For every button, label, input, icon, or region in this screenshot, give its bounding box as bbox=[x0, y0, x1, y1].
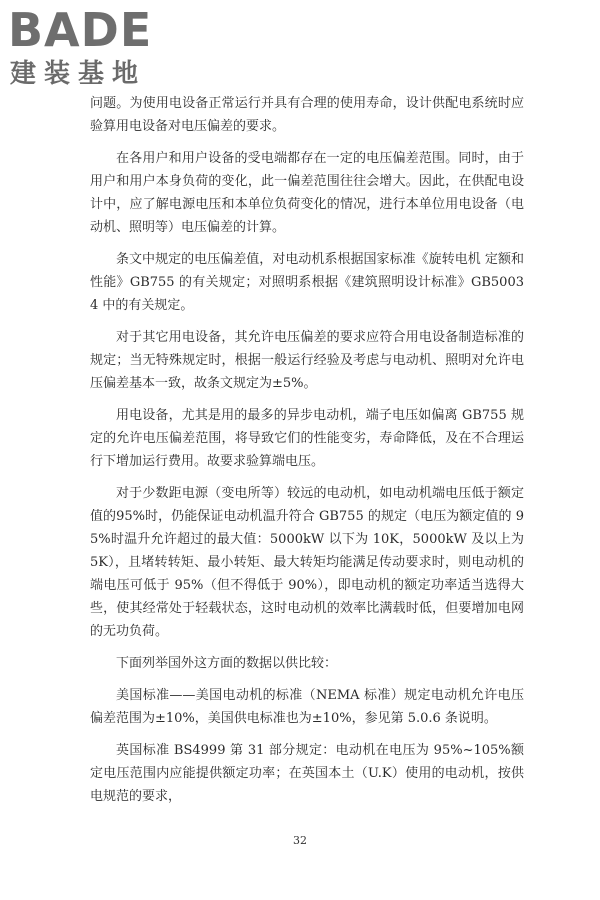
paragraph-9: 英国标准 BS4999 第 31 部分规定：电动机在电压为 95%~105%额定电压范围内应能提供额定功率；在英国本土（U.K）使用的电动机，按供电规范的要求， bbox=[90, 743, 524, 804]
paragraph-1: 问题。为使用电设备正常运行并具有合理的使用寿命，设计供配电系统时应验算用电设备对电压偏差的要求。 bbox=[90, 96, 524, 134]
paragraph-2: 在各用户和用户设备的受电端都存在一定的电压偏差范围。同时，由于用户和用户本身负荷的变化，此一偏差范围往往会增大。因此，在供配电设计中，应了解电源电压和本单位负荷变化的情况，进行本单位用电设备（电动机、照明等）电压偏差的计算。 bbox=[90, 151, 524, 235]
paragraph-7: 下面列举国外这方面的数据以供比较： bbox=[116, 656, 338, 671]
logo-subtitle: 建装基地 bbox=[10, 59, 147, 89]
paragraph-8: 美国标准——美国电动机的标准（NEMA 标准）规定电动机允许电压偏差范围为±10%，美国供电标准也为±10%，参见第 5.0.6 条说明。 bbox=[90, 688, 524, 726]
brand-logo bbox=[8, 4, 178, 96]
page-number: 32 bbox=[293, 834, 307, 847]
logo-wordmark: BADE bbox=[8, 3, 153, 57]
paragraph-5: 用电设备，尤其是用的最多的异步电动机，端子电压如偏离 GB755 规定的允许电压偏差范围，将导致它们的性能变劣，寿命降低，及在不合理运行下增加运行费用。故要求验算端电压。 bbox=[90, 408, 524, 469]
paragraph-4: 对于其它用电设备，其允许电压偏差的要求应符合用电设备制造标准的规定；当无特殊规定时，根据一般运行经验及考虑与电动机、照明对允许电压偏差基本一致，故条文规定为±5%。 bbox=[90, 330, 524, 391]
document-body bbox=[90, 92, 524, 817]
paragraph-3: 条文中规定的电压偏差值，对电动机系根据国家标准《旋转电机 定额和性能》GB755 的有关规定；对照明系根据《建筑照明设计标准》GB50034 中的有关规定。 bbox=[90, 252, 524, 313]
paragraph-6: 对于少数距电源（变电所等）较远的电动机，如电动机端电压低于额定值的95%时，仍能保证电动机温升符合 GB755 的规定（电压为额定值的 95%时温升允许超过的最大值：5000kW 以下为 10K，5000kW 及以上为 5K），且堵转转矩、最小转矩、最大转矩均能满足传动要求时，则电动机的端电压可低于 95%（但不得低于 90%），即电动机的额定功率适当选得大些，使其经常处于轻载状态，这时电动机的效率比满载时低，但要增加电网的无功负荷。 bbox=[90, 486, 524, 639]
